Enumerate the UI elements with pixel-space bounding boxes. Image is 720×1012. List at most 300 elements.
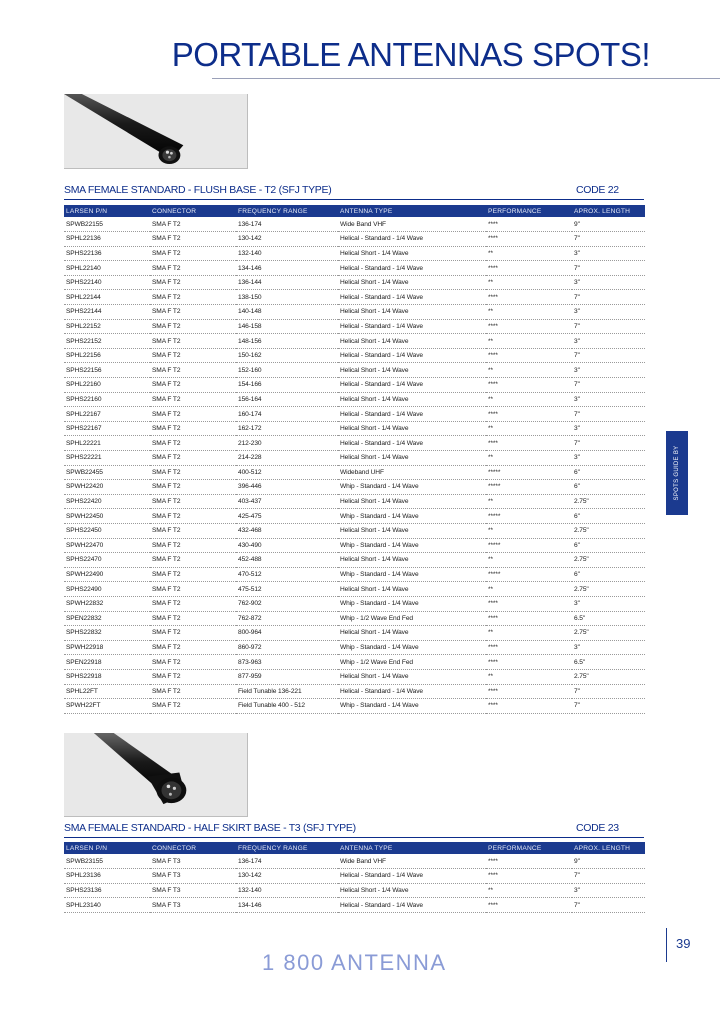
table-row — [64, 290, 645, 305]
cell-frequency: 150-162 — [236, 348, 338, 363]
cell-connector: SMA F T2 — [150, 669, 236, 684]
cell-length: 3" — [572, 596, 645, 611]
cell-antenna-type: Whip - Standard - 1/4 Wave — [338, 538, 486, 553]
cell-connector: SMA F T2 — [150, 261, 236, 276]
cell-antenna-type: Helical Short - 1/4 Wave — [338, 494, 486, 509]
table-row — [64, 523, 645, 538]
cell-performance: **** — [486, 854, 572, 869]
cell-performance: ** — [486, 494, 572, 509]
table-row — [64, 334, 645, 349]
cell-performance: **** — [486, 869, 572, 884]
column-header-antenna-type: ANTENNA TYPE — [338, 205, 486, 217]
cell-performance: ***** — [486, 538, 572, 553]
cell-length: 3" — [572, 640, 645, 655]
table-row — [64, 611, 645, 626]
cell-part-number: SPHL22156 — [64, 348, 150, 363]
cell-antenna-type: Helical Short - 1/4 Wave — [338, 421, 486, 436]
column-header-performance: PERFORMANCE — [486, 205, 572, 217]
cell-antenna-type: Helical Short - 1/4 Wave — [338, 451, 486, 466]
cell-frequency: 160-174 — [236, 407, 338, 422]
cell-connector: SMA F T2 — [150, 523, 236, 538]
cell-performance: ** — [486, 553, 572, 568]
cell-part-number: SPHS22450 — [64, 523, 150, 538]
cell-length: 3" — [572, 275, 645, 290]
cell-length: 7" — [572, 290, 645, 305]
cell-part-number: SPHS22156 — [64, 363, 150, 378]
spec-table-code-22 — [64, 205, 645, 714]
cell-connector: SMA F T2 — [150, 451, 236, 466]
cell-connector: SMA F T3 — [150, 869, 236, 884]
table-row — [64, 305, 645, 320]
cell-frequency: 136-174 — [236, 854, 338, 869]
cell-performance: ** — [486, 421, 572, 436]
cell-antenna-type: Helical - Standard - 1/4 Wave — [338, 232, 486, 247]
cell-antenna-type: Helical - Standard - 1/4 Wave — [338, 319, 486, 334]
cell-part-number: SPEN22832 — [64, 611, 150, 626]
cell-connector: SMA F T2 — [150, 305, 236, 320]
cell-length: 7" — [572, 436, 645, 451]
cell-length: 9" — [572, 854, 645, 869]
cell-part-number: SPHS22140 — [64, 275, 150, 290]
cell-connector: SMA F T2 — [150, 611, 236, 626]
cell-part-number: SPHL22221 — [64, 436, 150, 451]
cell-frequency: 138-150 — [236, 290, 338, 305]
cell-performance: **** — [486, 699, 572, 714]
cell-part-number: SPHS22470 — [64, 553, 150, 568]
cell-frequency: 452-488 — [236, 553, 338, 568]
table-row — [64, 854, 645, 869]
footer-phone-number: 1 800 ANTENNA — [262, 950, 447, 975]
antenna-photo-flush-base — [64, 94, 248, 169]
cell-connector: SMA F T2 — [150, 509, 236, 524]
cell-part-number: SPEN22918 — [64, 655, 150, 670]
cell-frequency: 873-963 — [236, 655, 338, 670]
cell-part-number: SPHL23136 — [64, 869, 150, 884]
cell-length: 3" — [572, 392, 645, 407]
table-row — [64, 567, 645, 582]
cell-antenna-type: Helical - Standard - 1/4 Wave — [338, 869, 486, 884]
cell-part-number: SPHL22152 — [64, 319, 150, 334]
cell-length: 7" — [572, 319, 645, 334]
cell-connector: SMA F T2 — [150, 378, 236, 393]
cell-part-number: SPHS22490 — [64, 582, 150, 597]
table-row — [64, 232, 645, 247]
cell-antenna-type: Helical - Standard - 1/4 Wave — [338, 684, 486, 699]
table-row — [64, 436, 645, 451]
cell-part-number: SPHL22167 — [64, 407, 150, 422]
cell-connector: SMA F T2 — [150, 494, 236, 509]
cell-part-number: SPHS23136 — [64, 883, 150, 898]
cell-frequency: 400-512 — [236, 465, 338, 480]
cell-antenna-type: Helical - Standard - 1/4 Wave — [338, 898, 486, 913]
cell-connector: SMA F T2 — [150, 334, 236, 349]
cell-length: 2.75" — [572, 523, 645, 538]
cell-connector: SMA F T2 — [150, 275, 236, 290]
cell-frequency: 403-437 — [236, 494, 338, 509]
cell-antenna-type: Helical Short - 1/4 Wave — [338, 305, 486, 320]
cell-frequency: 156-164 — [236, 392, 338, 407]
table-row — [64, 319, 645, 334]
cell-connector: SMA F T2 — [150, 626, 236, 641]
section-header-code-23 — [64, 822, 644, 838]
cell-part-number: SPHL22160 — [64, 378, 150, 393]
cell-performance: **** — [486, 261, 572, 276]
cell-part-number: SPHS22167 — [64, 421, 150, 436]
table-row — [64, 684, 645, 699]
cell-connector: SMA F T2 — [150, 392, 236, 407]
cell-length: 7" — [572, 684, 645, 699]
cell-antenna-type: Helical - Standard - 1/4 Wave — [338, 290, 486, 305]
cell-performance: ** — [486, 305, 572, 320]
cell-performance: **** — [486, 217, 572, 232]
table-row — [64, 626, 645, 641]
cell-frequency: 132-140 — [236, 883, 338, 898]
cell-performance: ** — [486, 392, 572, 407]
table-row — [64, 553, 645, 568]
table-row — [64, 378, 645, 393]
cell-antenna-type: Helical Short - 1/4 Wave — [338, 363, 486, 378]
cell-performance: ** — [486, 246, 572, 261]
page-number-divider — [666, 928, 667, 962]
table-row — [64, 538, 645, 553]
cell-part-number: SPHS22420 — [64, 494, 150, 509]
cell-performance: ** — [486, 626, 572, 641]
table-row — [64, 392, 645, 407]
cell-antenna-type: Helical Short - 1/4 Wave — [338, 246, 486, 261]
column-header-part-number: LARSEN P/N — [64, 205, 150, 217]
title-divider — [212, 78, 720, 79]
cell-performance: ** — [486, 523, 572, 538]
side-tab-label: SPOTS GUIDE BY — [674, 445, 680, 501]
cell-part-number: SPWH22470 — [64, 538, 150, 553]
page-number: 39 — [676, 936, 691, 951]
table-row — [64, 363, 645, 378]
cell-performance: ***** — [486, 509, 572, 524]
cell-antenna-type: Helical - Standard - 1/4 Wave — [338, 261, 486, 276]
cell-performance: **** — [486, 684, 572, 699]
cell-length: 3" — [572, 451, 645, 466]
cell-connector: SMA F T2 — [150, 217, 236, 232]
table-row — [64, 494, 645, 509]
section-title: SMA FEMALE STANDARD - HALF SKIRT BASE - T3 (SFJ TYPE) — [64, 822, 356, 834]
cell-frequency: Field Tunable 136-221 — [236, 684, 338, 699]
cell-antenna-type: Wide Band VHF — [338, 217, 486, 232]
cell-frequency: 134-146 — [236, 898, 338, 913]
cell-frequency: 154-166 — [236, 378, 338, 393]
cell-connector: SMA F T2 — [150, 538, 236, 553]
cell-antenna-type: Helical Short - 1/4 Wave — [338, 669, 486, 684]
cell-length: 7" — [572, 261, 645, 276]
antenna-illustration — [64, 733, 247, 816]
cell-length: 3" — [572, 421, 645, 436]
cell-antenna-type: Whip - Standard - 1/4 Wave — [338, 596, 486, 611]
cell-part-number: SPHL22144 — [64, 290, 150, 305]
cell-part-number: SPWH22832 — [64, 596, 150, 611]
cell-connector: SMA F T2 — [150, 319, 236, 334]
cell-part-number: SPHL22140 — [64, 261, 150, 276]
cell-frequency: 470-512 — [236, 567, 338, 582]
cell-performance: ** — [486, 883, 572, 898]
cell-antenna-type: Whip - Standard - 1/4 Wave — [338, 480, 486, 495]
cell-length: 6.5" — [572, 655, 645, 670]
cell-antenna-type: Whip - 1/2 Wave End Fed — [338, 611, 486, 626]
cell-part-number: SPWB22455 — [64, 465, 150, 480]
cell-part-number: SPHS22832 — [64, 626, 150, 641]
cell-performance: **** — [486, 898, 572, 913]
cell-length: 9" — [572, 217, 645, 232]
cell-part-number: SPWH22490 — [64, 567, 150, 582]
cell-connector: SMA F T2 — [150, 684, 236, 699]
cell-length: 2.75" — [572, 553, 645, 568]
table-row — [64, 465, 645, 480]
cell-part-number: SPWH22FT — [64, 699, 150, 714]
cell-performance: **** — [486, 232, 572, 247]
cell-connector: SMA F T2 — [150, 655, 236, 670]
cell-part-number: SPHL22136 — [64, 232, 150, 247]
cell-frequency: Field Tunable 400 - 512 — [236, 699, 338, 714]
cell-length: 3" — [572, 305, 645, 320]
cell-length: 3" — [572, 363, 645, 378]
cell-connector: SMA F T2 — [150, 421, 236, 436]
cell-frequency: 132-140 — [236, 246, 338, 261]
cell-antenna-type: Wideband UHF — [338, 465, 486, 480]
cell-length: 7" — [572, 348, 645, 363]
cell-performance: **** — [486, 407, 572, 422]
table-header-row — [64, 205, 645, 217]
cell-length: 7" — [572, 699, 645, 714]
table-row — [64, 669, 645, 684]
cell-antenna-type: Helical Short - 1/4 Wave — [338, 523, 486, 538]
cell-part-number: SPWH22918 — [64, 640, 150, 655]
cell-performance: **** — [486, 378, 572, 393]
cell-frequency: 136-144 — [236, 275, 338, 290]
cell-connector: SMA F T2 — [150, 553, 236, 568]
cell-performance: ** — [486, 451, 572, 466]
cell-antenna-type: Helical Short - 1/4 Wave — [338, 626, 486, 641]
cell-length: 6" — [572, 480, 645, 495]
table-row — [64, 699, 645, 714]
cell-length: 6" — [572, 509, 645, 524]
column-header-performance: PERFORMANCE — [486, 842, 572, 854]
cell-connector: SMA F T2 — [150, 480, 236, 495]
section-code: CODE 23 — [576, 822, 619, 834]
cell-frequency: 136-174 — [236, 217, 338, 232]
cell-connector: SMA F T2 — [150, 246, 236, 261]
cell-connector: SMA F T2 — [150, 407, 236, 422]
cell-length: 2.75" — [572, 626, 645, 641]
column-header-length: APROX. LENGTH — [572, 205, 645, 217]
cell-performance: **** — [486, 611, 572, 626]
cell-frequency: 762-872 — [236, 611, 338, 626]
cell-part-number: SPWB23155 — [64, 854, 150, 869]
column-header-part-number: LARSEN P/N — [64, 842, 150, 854]
table-row — [64, 640, 645, 655]
cell-frequency: 762-902 — [236, 596, 338, 611]
section-code: CODE 22 — [576, 184, 619, 196]
cell-frequency: 152-160 — [236, 363, 338, 378]
table-header-row — [64, 842, 645, 854]
cell-length: 7" — [572, 378, 645, 393]
table-row — [64, 480, 645, 495]
cell-part-number: SPWH22420 — [64, 480, 150, 495]
cell-length: 6" — [572, 465, 645, 480]
cell-length: 6" — [572, 567, 645, 582]
cell-performance: ** — [486, 363, 572, 378]
cell-part-number: SPHS22160 — [64, 392, 150, 407]
cell-performance: **** — [486, 596, 572, 611]
cell-antenna-type: Whip - Standard - 1/4 Wave — [338, 567, 486, 582]
table-row — [64, 261, 645, 276]
cell-part-number: SPHS22144 — [64, 305, 150, 320]
cell-frequency: 162-172 — [236, 421, 338, 436]
cell-connector: SMA F T2 — [150, 363, 236, 378]
cell-length: 2.75" — [572, 582, 645, 597]
cell-frequency: 425-475 — [236, 509, 338, 524]
column-header-frequency: FREQUENCY RANGE — [236, 842, 338, 854]
cell-performance: **** — [486, 319, 572, 334]
cell-length: 3" — [572, 883, 645, 898]
column-header-antenna-type: ANTENNA TYPE — [338, 842, 486, 854]
table-row — [64, 655, 645, 670]
table-body — [64, 217, 645, 713]
page-title: PORTABLE ANTENNAS SPOTS! — [171, 36, 650, 73]
cell-performance: **** — [486, 348, 572, 363]
cell-length: 6.5" — [572, 611, 645, 626]
cell-frequency: 146-158 — [236, 319, 338, 334]
cell-part-number: SPHS22136 — [64, 246, 150, 261]
side-index-tab — [666, 431, 688, 515]
cell-antenna-type: Whip - Standard - 1/4 Wave — [338, 640, 486, 655]
cell-frequency: 430-490 — [236, 538, 338, 553]
cell-connector: SMA F T3 — [150, 898, 236, 913]
cell-connector: SMA F T2 — [150, 567, 236, 582]
cell-part-number: SPHL23140 — [64, 898, 150, 913]
cell-antenna-type: Helical - Standard - 1/4 Wave — [338, 348, 486, 363]
table-row — [64, 246, 645, 261]
cell-antenna-type: Helical - Standard - 1/4 Wave — [338, 407, 486, 422]
cell-antenna-type: Helical Short - 1/4 Wave — [338, 392, 486, 407]
table-row — [64, 582, 645, 597]
table-row — [64, 883, 645, 898]
cell-performance: ** — [486, 669, 572, 684]
cell-antenna-type: Whip - Standard - 1/4 Wave — [338, 509, 486, 524]
table-row — [64, 451, 645, 466]
cell-frequency: 214-228 — [236, 451, 338, 466]
cell-part-number: SPHS22221 — [64, 451, 150, 466]
column-header-length: APROX. LENGTH — [572, 842, 645, 854]
cell-length: 3" — [572, 334, 645, 349]
cell-frequency: 130-142 — [236, 232, 338, 247]
cell-length: 7" — [572, 869, 645, 884]
cell-connector: SMA F T2 — [150, 465, 236, 480]
cell-connector: SMA F T2 — [150, 596, 236, 611]
cell-part-number: SPHS22152 — [64, 334, 150, 349]
cell-performance: ***** — [486, 567, 572, 582]
cell-performance: **** — [486, 640, 572, 655]
table-row — [64, 596, 645, 611]
cell-part-number: SPWH22450 — [64, 509, 150, 524]
section-title: SMA FEMALE STANDARD - FLUSH BASE - T2 (SFJ TYPE) — [64, 184, 332, 196]
cell-performance: ***** — [486, 480, 572, 495]
column-header-connector: CONNECTOR — [150, 842, 236, 854]
table-row — [64, 217, 645, 232]
cell-performance: ** — [486, 275, 572, 290]
table-row — [64, 275, 645, 290]
cell-antenna-type: Helical - Standard - 1/4 Wave — [338, 436, 486, 451]
cell-length: 6" — [572, 538, 645, 553]
table-row — [64, 898, 645, 913]
cell-connector: SMA F T2 — [150, 436, 236, 451]
cell-length: 7" — [572, 232, 645, 247]
column-header-connector: CONNECTOR — [150, 205, 236, 217]
table-row — [64, 421, 645, 436]
cell-connector: SMA F T2 — [150, 290, 236, 305]
cell-length: 3" — [572, 246, 645, 261]
cell-antenna-type: Whip - Standard - 1/4 Wave — [338, 699, 486, 714]
cell-frequency: 140-148 — [236, 305, 338, 320]
table-row — [64, 869, 645, 884]
cell-performance: **** — [486, 436, 572, 451]
cell-performance: ***** — [486, 465, 572, 480]
cell-antenna-type: Whip - 1/2 Wave End Fed — [338, 655, 486, 670]
section-header-code-22 — [64, 184, 644, 200]
cell-part-number: SPWB22155 — [64, 217, 150, 232]
cell-frequency: 212-230 — [236, 436, 338, 451]
column-header-frequency: FREQUENCY RANGE — [236, 205, 338, 217]
cell-connector: SMA F T3 — [150, 883, 236, 898]
cell-connector: SMA F T2 — [150, 348, 236, 363]
cell-frequency: 130-142 — [236, 869, 338, 884]
cell-connector: SMA F T2 — [150, 232, 236, 247]
table-row — [64, 509, 645, 524]
cell-length: 7" — [572, 407, 645, 422]
table-row — [64, 348, 645, 363]
cell-length: 7" — [572, 898, 645, 913]
cell-frequency: 134-146 — [236, 261, 338, 276]
table-body — [64, 854, 645, 912]
cell-frequency: 148-156 — [236, 334, 338, 349]
cell-antenna-type: Helical Short - 1/4 Wave — [338, 582, 486, 597]
cell-frequency: 800-964 — [236, 626, 338, 641]
cell-connector: SMA F T2 — [150, 699, 236, 714]
cell-frequency: 475-512 — [236, 582, 338, 597]
spec-table-code-23 — [64, 842, 645, 913]
cell-performance: ** — [486, 334, 572, 349]
cell-frequency: 860-972 — [236, 640, 338, 655]
cell-antenna-type: Helical - Standard - 1/4 Wave — [338, 378, 486, 393]
antenna-illustration — [64, 94, 247, 168]
cell-frequency: 396-446 — [236, 480, 338, 495]
cell-frequency: 432-468 — [236, 523, 338, 538]
cell-antenna-type: Helical Short - 1/4 Wave — [338, 883, 486, 898]
cell-part-number: SPHL22FT — [64, 684, 150, 699]
cell-performance: **** — [486, 290, 572, 305]
cell-connector: SMA F T2 — [150, 640, 236, 655]
cell-performance: ** — [486, 582, 572, 597]
cell-antenna-type: Helical Short - 1/4 Wave — [338, 334, 486, 349]
cell-antenna-type: Wide Band VHF — [338, 854, 486, 869]
cell-length: 2.75" — [572, 669, 645, 684]
cell-antenna-type: Helical Short - 1/4 Wave — [338, 553, 486, 568]
cell-performance: **** — [486, 655, 572, 670]
table-row — [64, 407, 645, 422]
cell-frequency: 877-959 — [236, 669, 338, 684]
cell-connector: SMA F T2 — [150, 582, 236, 597]
cell-length: 2.75" — [572, 494, 645, 509]
antenna-photo-half-skirt-base — [64, 733, 248, 817]
cell-connector: SMA F T3 — [150, 854, 236, 869]
cell-part-number: SPHS22918 — [64, 669, 150, 684]
